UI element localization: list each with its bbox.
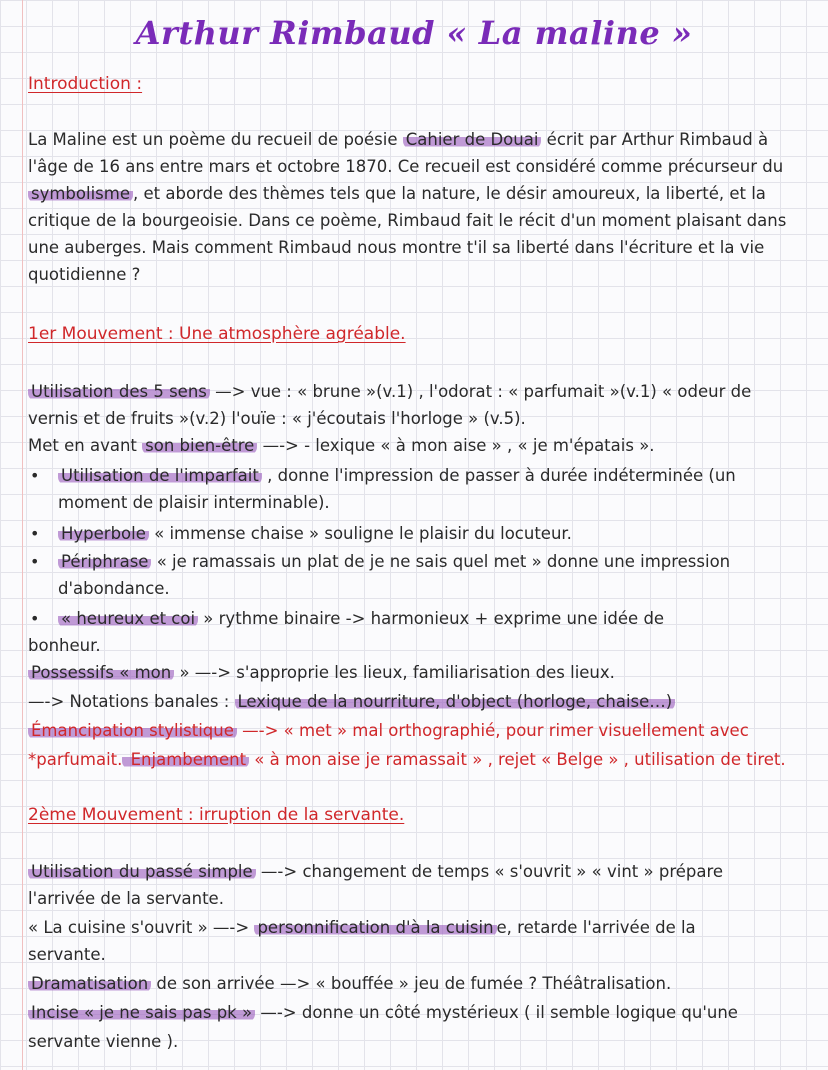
bullet-dot: •: [30, 552, 40, 571]
m1-bullet-imparfait-cont: moment de plaisir interminable).: [58, 493, 330, 512]
highlight-cahier-de-douai: Cahier de Douai: [403, 130, 542, 149]
movement-2-heading: 2ème Mouvement : irruption de la servante.: [28, 805, 405, 825]
m2-line-servante: servante.: [28, 945, 106, 964]
m1-bullet-periphrase: Périphrase « je ramassais un plat de je ne sais quel met » donne une impression: [58, 550, 730, 574]
m1-bullet-hyperbole: Hyperbole « immense chaise » souligne le plaisir du locuteur.: [58, 522, 572, 546]
m1-bullet-heureux-cont: bonheur.: [28, 636, 101, 655]
m1-line-enjambement: *parfumait. Enjambement « à mon aise je ramassait » , rejet « Belge » , utilisation de tiret.: [28, 750, 786, 769]
intro-heading: Introduction :: [28, 74, 143, 94]
m1-line-bien-etre: Met en avant son bien-être —-> - lexique « à mon aise » , « je m'épatais ».: [28, 436, 655, 455]
m2-line-dramatisation: Dramatisation de son arrivée —> « bouffée » jeu de fumée ? Théâtralisation.: [28, 972, 671, 996]
m1-bullet-periphrase-cont: d'abondance.: [58, 579, 170, 598]
page-title: Arthur Rimbaud « La maline »: [135, 14, 693, 52]
m1-line-vernis: vernis et de fruits »(v.2) l'ouïe : « j'écoutais l'horloge » (v.5).: [28, 409, 526, 428]
bullet-dot: •: [30, 466, 40, 485]
m1-line-emancipation: Émancipation stylistique —-> « met » mal orthographié, pour rimer visuellement avec: [28, 719, 749, 743]
page-margin-line: [22, 0, 23, 1070]
m2-line-arrivee: l'arrivée de la servante.: [28, 889, 224, 908]
m2-line-servante-vienne: servante vienne ).: [28, 1032, 179, 1051]
m1-line-notations: —-> Notations banales : Lexique de la nourriture, d'object (horloge, chaise…): [28, 690, 675, 714]
intro-paragraph: La Maline est un poème du recueil de poésie Cahier de Douai écrit par Arthur Rimbaud à l'âge de 16 ans entre mars et octobre 1870. Ce recueil est considéré comme précurseur du symbolisme , et aborde des thèmes tels que la nature, le désir amoureux, la liberté, et la critique de la bourgeoisie. Dans ce poème, Rimbaud fait le récit d'un moment plaisant dans une auberges. Mais comment Rimbaud nous montre t'il sa liberté dans l'écriture et la vie quotidienne ?: [28, 130, 787, 284]
bullet-dot: •: [30, 524, 40, 543]
m1-bullet-imparfait: Utilisation de l'imparfait , donne l'impression de passer à durée indéterminée (un: [58, 464, 736, 488]
m1-bullet-heureux: « heureux et coi » rythme binaire -> harmonieux + exprime une idée de: [58, 607, 664, 631]
m1-line-possessifs: Possessifs « mon » —-> s'approprie les lieux, familiarisation des lieux.: [28, 661, 615, 685]
m2-line-passe-simple: Utilisation du passé simple —-> changement de temps « s'ouvrit » « vint » prépare: [28, 860, 723, 884]
highlight-symbolisme: symbolisme: [28, 184, 133, 203]
m1-line-5-sens: Utilisation des 5 sens —> vue : « brune »(v.1) , l'odorat : « parfumait »(v.1) « odeur de: [28, 380, 751, 404]
m2-line-incise: Incise « je ne sais pas pk » —-> donne un côté mystérieux ( il semble logique qu'une: [28, 1001, 738, 1025]
m2-line-cuisine: « La cuisine s'ouvrit » —-> personnification d'à la cuisin e, retarde l'arrivée de la: [28, 918, 696, 937]
bullet-dot: •: [30, 609, 40, 628]
movement-1-heading: 1er Mouvement : Une atmosphère agréable.: [28, 324, 406, 344]
